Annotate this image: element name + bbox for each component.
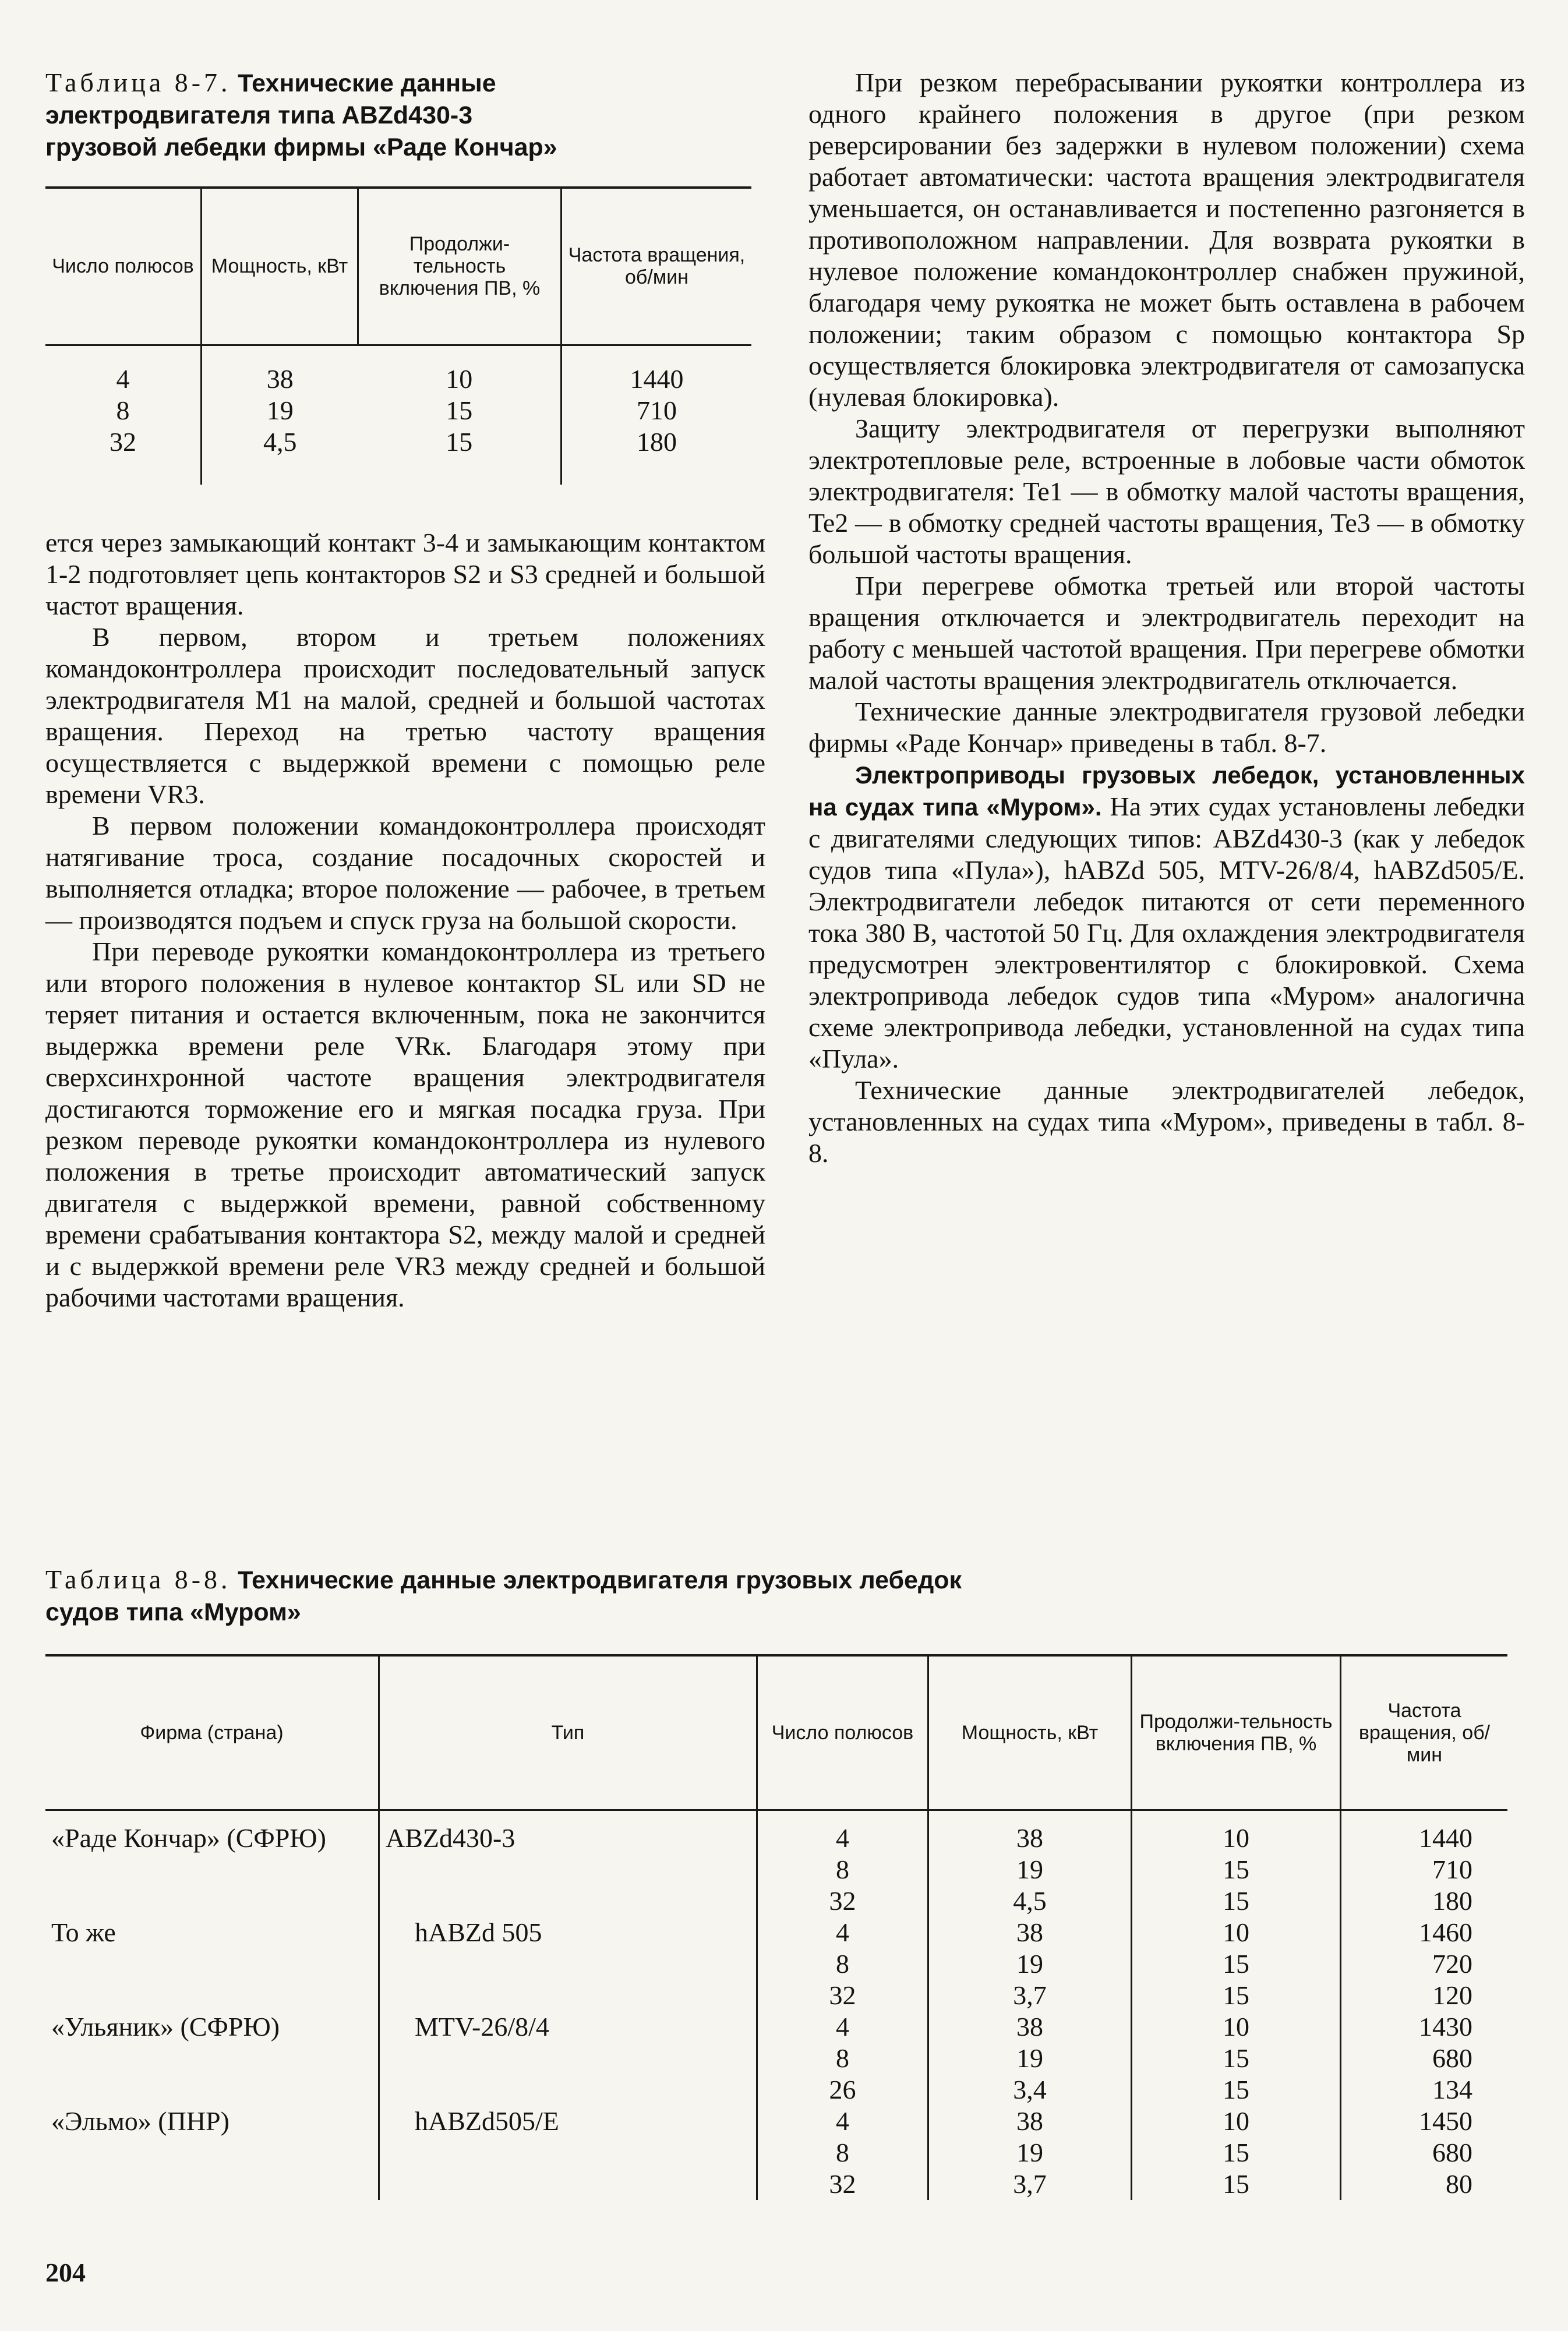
table-cell-power: 38 19 3,7 bbox=[928, 1917, 1132, 2011]
table-cell: 4 8 32 bbox=[110, 363, 136, 457]
paragraph: При перегреве обмотка третьей или второй частоты вращения отключается и электродвигатель переходит на работу с меньшей частотой вращения. При перегреве обмотки малой частоты вращения электродвигатель отключается. bbox=[808, 571, 1525, 695]
paragraph-text: На этих судах установлены лебедки с двигателями следующих типов: ABZd430-3 (как у лебедок судов типа «Пула»), hABZd 505, MTV-26/8/4, hABZd505/E. Электродвигатели лебедок питаются от сети переменного тока 380 В, частотой 50 Гц. Для охлаждения электродвигателя предусмотрен электровентилятор с блокировкой. Схема электропривода лебедок судов типа «Муром» аналогична схеме электропривода лебедки, установленной на судах типа «Пула». bbox=[808, 792, 1525, 1073]
table-title-line: электродвигателя типа ABZd430-3 bbox=[45, 101, 473, 129]
table-cell: 38 19 4,5 bbox=[202, 345, 358, 485]
page-number: 204 bbox=[45, 2258, 86, 2287]
table-cell-type: hABZd 505 bbox=[379, 1917, 757, 2011]
table-row bbox=[45, 2106, 1507, 2200]
table-label: Таблица 8-8. bbox=[45, 1564, 231, 1594]
table-title-line: грузовой лебедки фирмы «Раде Кончар» bbox=[45, 133, 557, 161]
table-cell-type: ABZd430-3 bbox=[379, 1810, 757, 1917]
column-header: Мощность, кВт bbox=[202, 188, 358, 345]
column-header: Тип bbox=[379, 1655, 757, 1810]
column-header: Частота вращения, об/мин bbox=[1341, 1655, 1508, 1810]
table-title-line: Технические данные bbox=[238, 69, 496, 97]
table-cell-firm: «Раде Кончар» (СФРЮ) bbox=[51, 1823, 326, 1853]
table-row bbox=[45, 1917, 1507, 2011]
paragraph: ется через замыкающий контакт 3-4 и замыкающим контактом 1-2 подготовляет цепь контакторов S2 и S3 средней и большой частот вращения. bbox=[45, 528, 765, 620]
table-title-line: Технические данные электродвигателя грузовых лебедок bbox=[238, 1566, 962, 1594]
table-cell-rpm: 1460 720 120 bbox=[1341, 1917, 1508, 2011]
table-cell-pv: 10 15 15 bbox=[1132, 1810, 1341, 1917]
table-title-line: судов типа «Муром» bbox=[45, 1598, 301, 1626]
table-cell-poles: 4 8 26 bbox=[757, 2011, 928, 2106]
paragraph: В первом положении командоконтроллера происходят натягивание троса, создание посадочных скоростей и выполняется отладка; второе положение — рабочее, в третьем — производятся подъем и спуск груза на большой скорости. bbox=[45, 811, 765, 935]
table-cell-pv: 10 15 15 bbox=[1132, 2011, 1341, 2106]
table-cell-firm: «Эльмо» (ПНР) bbox=[51, 2106, 229, 2136]
table-cell-pv: 10 15 15 bbox=[1132, 2106, 1341, 2200]
column-header: Число полюсов bbox=[757, 1655, 928, 1810]
column-header: Частота вращения, об/мин bbox=[561, 188, 752, 345]
paragraph: При переводе рукоятки командоконтроллера из третьего или второго положения в нулевое контактор SL или SD не теряет питания и остается включенным, пока не закончится выдержка времени реле VRк. Благодаря этому при сверхсинхронной частоте вращения электродвигателя достигаются торможение его и мягкая посадка груза. При резком переводе рукоятки командоконтроллера из нулевого положения в третье происходит автоматический запуск двигателя с выдержкой времени, равной собственному времени срабатывания контактора S2, между малой и средней и с выдержкой времени реле VR3 между средней и большой рабочими частотами вращения. bbox=[45, 937, 765, 1312]
table-row bbox=[45, 345, 751, 485]
column-header: Продолжи-тельность включения ПВ, % bbox=[358, 188, 561, 345]
table-cell-firm: «Ульяник» (СФРЮ) bbox=[51, 2011, 280, 2042]
table-label: Таблица 8-7. bbox=[45, 68, 231, 97]
column-header: Фирма (страна) bbox=[140, 1721, 284, 1744]
table-cell-poles: 4 8 32 bbox=[757, 1917, 928, 2011]
column-header: Число полюсов bbox=[52, 255, 194, 278]
table-cell-firm: То же bbox=[51, 1917, 116, 1947]
column-header: Мощность, кВт bbox=[928, 1655, 1132, 1810]
table-8-8 bbox=[45, 1654, 1507, 2200]
table-cell-power: 38 19 3,4 bbox=[928, 2011, 1132, 2106]
table-cell-poles: 4 8 32 bbox=[757, 1810, 928, 1917]
table-cell-type: hABZd505/E bbox=[379, 2106, 757, 2200]
table-cell-poles: 4 8 32 bbox=[757, 2106, 928, 2200]
paragraph: Защиту электродвигателя от перегрузки выполняют электротепловые реле, встроенные в лобовые части обмоток электродвигателя: Te1 — в обмотку малой частоты вращения, Te2 — в обмотку средней частоты вращения, Te3 — в обмотку большой частоты вращения. bbox=[808, 414, 1525, 569]
table-cell-power: 38 19 3,7 bbox=[928, 2106, 1132, 2200]
paragraph bbox=[808, 759, 1525, 1075]
table-cell-type: MTV-26/8/4 bbox=[379, 2011, 757, 2106]
table-8-7 bbox=[45, 186, 751, 485]
table-8-7-caption bbox=[45, 67, 768, 163]
section-heading: Электроприводы грузовых лебедок, установленных на судах типа «Муром». bbox=[808, 761, 1525, 821]
table-cell: 1440 710 180 bbox=[561, 345, 752, 485]
table-cell-power: 38 19 4,5 bbox=[928, 1810, 1132, 1917]
column-header: Продолжи-тельность включения ПВ, % bbox=[1132, 1655, 1341, 1810]
table-cell-rpm: 1450 680 80 bbox=[1341, 2106, 1508, 2200]
table-cell-rpm: 1430 680 134 bbox=[1341, 2011, 1508, 2106]
paragraph: При резком перебрасывании рукоятки контроллера из одного крайнего положения в другое (при резком реверсировании без задержки в нулевом положении) схема работает автоматически: частота вращения электродвигателя уменьшается, он останавливается и постепенно разгоняется в противоположном направлении. Для возврата рукоятки в нулевое положение командоконтроллер снабжен пружиной, благодаря чему рукоятка не может быть оставлена в рабочем положении; таким образом с помощью контактора Sp осуществляется блокировка электродвигателя от самозапуска (нулевая блокировка). bbox=[808, 68, 1525, 412]
paragraph: В первом, втором и третьем положениях командоконтроллера происходит последовательный запуск электродвигателя M1 на малой, средней и большой частотах вращения. Переход на третью частоту вращения осуществляется с выдержкой времени с помощью реле времени VR3. bbox=[45, 622, 765, 809]
paragraph: Технические данные электродвигателя грузовой лебедки фирмы «Раде Кончар» приведены в табл. 8-7. bbox=[808, 697, 1525, 758]
table-body bbox=[45, 1810, 1507, 2200]
table-cell: 10 15 15 bbox=[446, 363, 473, 457]
table-cell-rpm: 1440 710 180 bbox=[1341, 1810, 1508, 1917]
right-column-text bbox=[808, 67, 1525, 1169]
table-8-8-caption bbox=[45, 1564, 1502, 1628]
table-row bbox=[45, 2011, 1507, 2106]
paragraph: Технические данные электродвигателей лебедок, установленных на судах типа «Муром», приведены в табл. 8-8. bbox=[808, 1075, 1525, 1168]
table-cell-pv: 10 15 15 bbox=[1132, 1917, 1341, 2011]
left-column-text bbox=[45, 527, 765, 1313]
table-row bbox=[45, 1810, 1507, 1917]
